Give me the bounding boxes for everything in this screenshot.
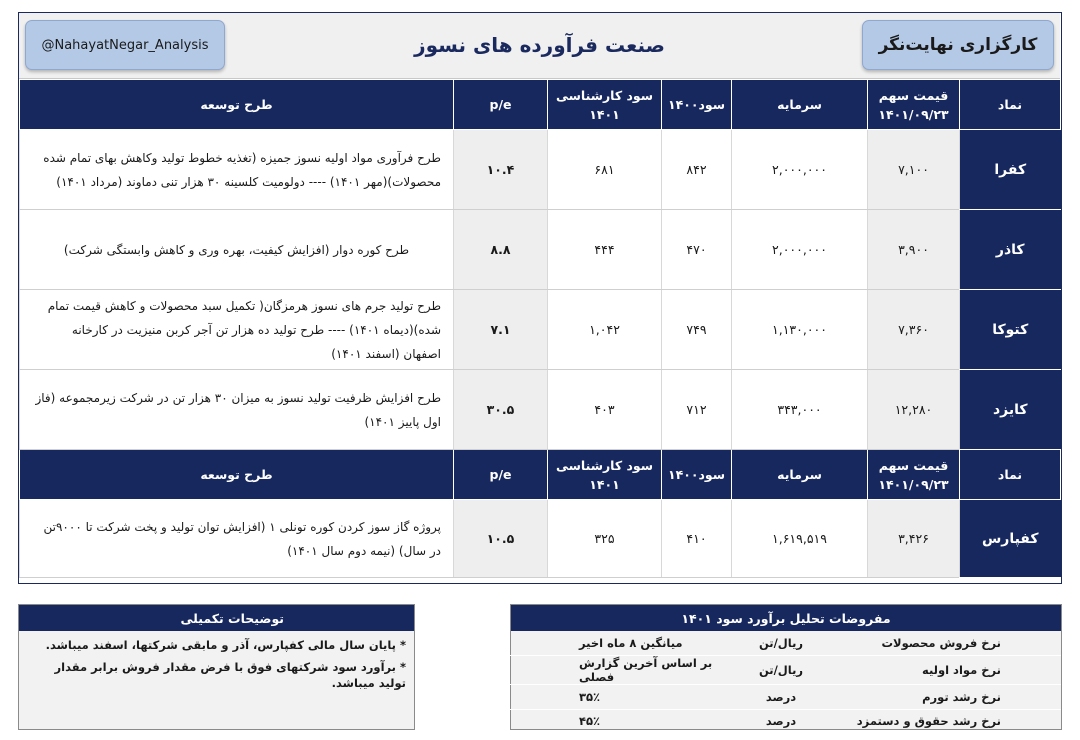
table-header-row xyxy=(20,450,1061,500)
assumption-value: ۳۵٪ xyxy=(509,685,731,710)
assumption-unit: درصد xyxy=(731,709,831,734)
assumption-label: نرخ مواد اولیه xyxy=(831,656,1061,685)
col-header: p/e xyxy=(454,80,548,130)
note-item: * پایان سال مالی کفپارس، آذر و مابقی شرکتها، اسفند میباشد. xyxy=(45,638,406,652)
capital-cell: ۳۴۳,۰۰۰ xyxy=(732,370,868,450)
page-title: صنعت فرآورده های نسوز xyxy=(414,33,665,57)
profit-1400-cell: ۷۱۲ xyxy=(662,370,732,450)
profit-1400-cell: ۴۷۰ xyxy=(662,210,732,290)
price-cell: ۳,۹۰۰ xyxy=(868,210,960,290)
price-cell: ۷,۳۶۰ xyxy=(868,290,960,370)
assumption-value: بر اساس آخرین گزارش فصلی xyxy=(509,656,731,685)
table-row xyxy=(20,210,1061,290)
assumption-unit: درصد xyxy=(731,685,831,710)
assumption-unit: ریال/تن xyxy=(731,656,831,685)
profit-1401-cell: ۴۰۳ xyxy=(548,370,662,450)
profit-1401-cell: ۱,۰۴۲ xyxy=(548,290,662,370)
symbol-cell: کاذر xyxy=(960,210,1061,290)
plan-cell: طرح افزایش ظرفیت تولید نسوز به میزان ۳۰ هزار تن در شرکت زیرمجموعه (فاز اول پاییز ۱۴۰۱) xyxy=(20,370,454,450)
symbol-cell: کایزد xyxy=(960,370,1061,450)
plan-cell: طرح فرآوری مواد اولیه نسوز جمیزه (تغذیه خطوط تولید وکاهش بهای تمام شده محصولات)(مهر ۱۴۰۱) ---- دولومیت کلسینه ۳۰ هزار تنی دماوند (مرداد ۱۴۰۱) xyxy=(20,130,454,210)
profit-1400-cell: ۸۴۲ xyxy=(662,130,732,210)
capital-cell: ۲,۰۰۰,۰۰۰ xyxy=(732,130,868,210)
assumptions-table xyxy=(509,631,1061,734)
col-header: سود۱۴۰۰ xyxy=(662,80,732,130)
table-row xyxy=(20,290,1061,370)
pe-cell: ۷.۱ xyxy=(454,290,548,370)
assumptions-title: مفروضات تحلیل برآورد سود ۱۴۰۱ xyxy=(511,605,1061,631)
capital-cell: ۲,۰۰۰,۰۰۰ xyxy=(732,210,868,290)
table-header-row xyxy=(20,80,1061,130)
col-header: سود کارشناسی ۱۴۰۱ xyxy=(548,80,662,130)
symbol-cell: کفپارس xyxy=(960,500,1061,578)
col-header: طرح توسعه xyxy=(20,450,454,500)
profit-1400-cell: ۷۴۹ xyxy=(662,290,732,370)
assumption-row xyxy=(509,631,1061,656)
table-row xyxy=(20,370,1061,450)
capital-cell: ۱,۶۱۹,۵۱۹ xyxy=(732,500,868,578)
col-header: سود کارشناسی ۱۴۰۱ xyxy=(548,450,662,500)
price-cell: ۳,۴۲۶ xyxy=(868,500,960,578)
assumption-row xyxy=(509,685,1061,710)
profit-1401-cell: ۴۴۴ xyxy=(548,210,662,290)
plan-cell: طرح تولید جرم های نسوز هرمزگان( تکمیل سبد محصولات و کاهش قیمت تمام شده)(دیماه ۱۴۰۱) ---- طرح تولید ده هزار تن آجر کربن منیزیت در کارخانه اصفهان (اسفند ۱۴۰۱) xyxy=(20,290,454,370)
pe-cell: ۱۰.۴ xyxy=(454,130,548,210)
assumption-unit: ریال/تن xyxy=(731,631,831,656)
price-cell: ۱۲,۲۸۰ xyxy=(868,370,960,450)
pe-cell: ۸.۸ xyxy=(454,210,548,290)
channel-handle: @NahayatNegar_Analysis xyxy=(41,37,209,53)
col-header: طرح توسعه xyxy=(20,80,454,130)
assumption-value: ۴۵٪ xyxy=(509,709,731,734)
col-header: قیمت سهم ۱۴۰۱/۰۹/۲۳ xyxy=(868,450,960,500)
assumption-label: نرخ فروش محصولات xyxy=(831,631,1061,656)
header-bar xyxy=(19,13,1060,79)
col-header: قیمت سهم ۱۴۰۱/۰۹/۲۳ xyxy=(868,80,960,130)
assumption-row xyxy=(509,656,1061,685)
brand-box xyxy=(862,20,1054,70)
col-header: سرمایه xyxy=(732,450,868,500)
assumption-row xyxy=(509,709,1061,734)
notes-title: توضیحات تکمیلی xyxy=(19,605,414,631)
capital-cell: ۱,۱۳۰,۰۰۰ xyxy=(732,290,868,370)
companies-table xyxy=(19,79,1061,578)
table-row xyxy=(20,130,1061,210)
pe-cell: ۳۰.۵ xyxy=(454,370,548,450)
symbol-cell: کفرا xyxy=(960,130,1061,210)
col-header: نماد xyxy=(960,80,1061,130)
assumption-value: میانگین ۸ ماه اخیر xyxy=(509,631,731,656)
col-header: نماد xyxy=(960,450,1061,500)
col-header: سرمایه xyxy=(732,80,868,130)
pe-cell: ۱۰.۵ xyxy=(454,500,548,578)
table-row xyxy=(20,500,1061,578)
plan-cell: طرح کوره دوار (افزایش کیفیت، بهره وری و کاهش وابستگی شرکت) xyxy=(20,210,454,290)
profit-1400-cell: ۴۱۰ xyxy=(662,500,732,578)
main-frame xyxy=(18,12,1062,584)
note-item: * برآورد سود شرکتهای فوق با فرض مقدار فروش برابر مقدار تولید میباشد. xyxy=(54,660,406,690)
symbol-cell: کتوکا xyxy=(960,290,1061,370)
profit-1401-cell: ۳۲۵ xyxy=(548,500,662,578)
price-cell: ۷,۱۰۰ xyxy=(868,130,960,210)
assumption-label: نرخ رشد حقوق و دستمزد xyxy=(831,709,1061,734)
plan-cell: پروژه گاز سوز کردن کوره تونلی ۱ (افزایش توان تولید و پخت شرکت تا ۹۰۰۰تن در سال) (نیمه دوم سال ۱۴۰۱) xyxy=(20,500,454,578)
assumptions-box xyxy=(510,604,1062,730)
notes-box xyxy=(18,604,415,730)
assumption-label: نرخ رشد تورم xyxy=(831,685,1061,710)
col-header: سود۱۴۰۰ xyxy=(662,450,732,500)
profit-1401-cell: ۶۸۱ xyxy=(548,130,662,210)
col-header: p/e xyxy=(454,450,548,500)
brand-name: کارگزاری نهایت‌نگر xyxy=(878,35,1038,55)
